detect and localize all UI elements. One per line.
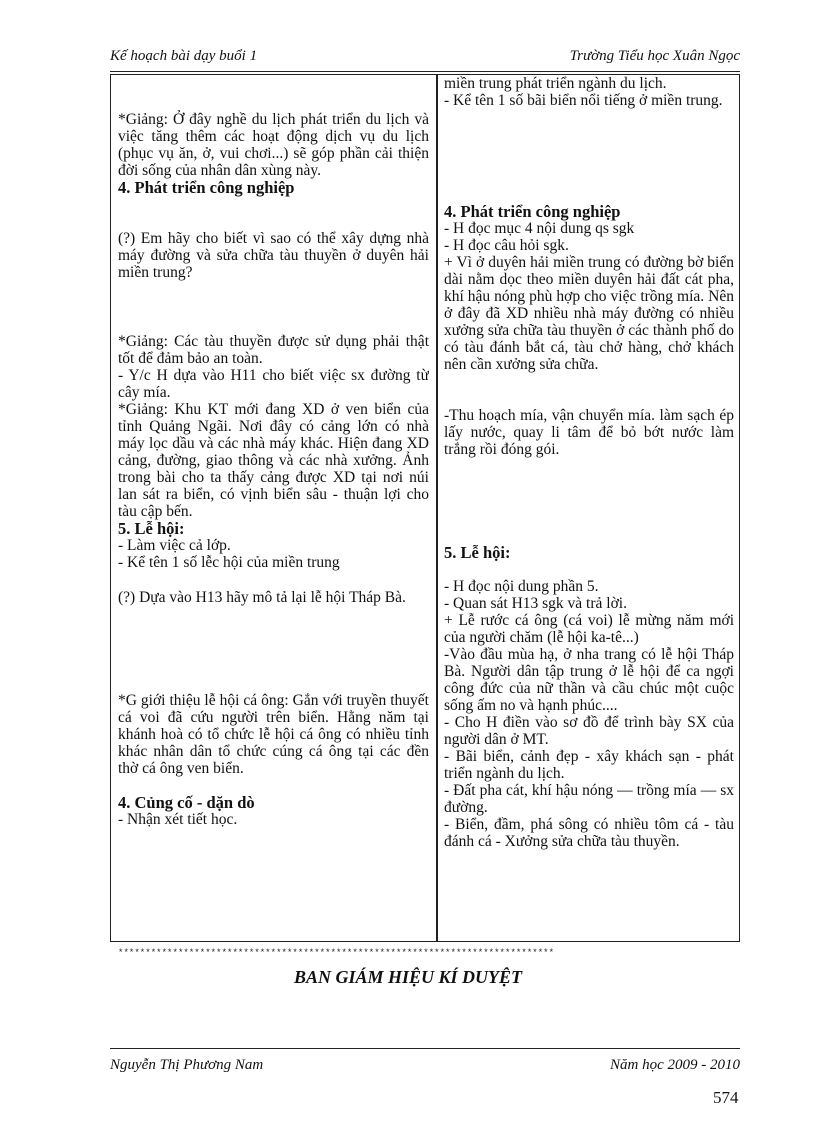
paragraph: - Biển, đầm, phá sông có nhiều tôm cá - tàu đánh cá - Xưởng sửa chữa tàu thuyền. [444,816,734,850]
student-activities-column [444,75,734,941]
section-heading: 5. Lễ hội: [118,519,185,538]
paragraph: -Thu hoạch mía, vận chuyển mía. làm sạch ép lấy nước, quay li tâm để bỏ bớt nước làm trắng rồi đóng gói. [444,407,734,458]
paragraph: - Kể tên 1 số lễc hội của miền trung [118,554,340,571]
paragraph: - H đọc nội dung phần 5. [444,578,599,595]
paragraph: -Vào đầu mùa hạ, ở nha trang có lễ hội Tháp Bà. Người dân tập trung ở lễ hội để ca ngợi công đức của nữ thần và cầu chúc một cuộc sống ấm no và hạnh phúc.... [444,646,734,714]
paragraph: - Y/c H dựa vào H11 cho biết việc sx đường từ cây mía. [118,367,429,401]
paragraph: - H đọc mục 4 nội dung qs sgk [444,220,635,237]
paragraph: *G giới thiệu lễ hội cá ông: Gắn với truyền thuyết cá voi đã cứu người trên biển. Hằng năm tại khánh hoà có tổ chức lễ hội cá ông có nhiều tỉnh khác nhân dân tổ chức cúng cá ông tại các đền thờ cá ông ven biển. [118,692,429,777]
separator-line: ******************************************************************************** [118,948,555,958]
paragraph: *Giảng: Khu KT mới đang XD ở ven biển của tỉnh Quảng Ngãi. Nơi đây có cảng lớn có nhà máy lọc dầu và các nhà máy khác. Hiện đang XD cảng, đường, giao thông và các nhà xưởng. Ảnh trong bài cho ta thấy cảng được XD tại nơi núi lan sát ra biển, có vịnh biển sâu - thuận lợi cho tàu cập bến. [118,401,429,520]
lesson-table [110,74,740,942]
paragraph: miền trung phát triển ngành du lịch. [444,75,667,92]
paragraph: - Nhận xét tiết học. [118,811,238,828]
footer-school-year: Năm học 2009 - 2010 [610,1057,740,1073]
header-lesson-plan: Kế hoạch bài dạy buổi 1 [110,48,258,64]
page-footer [110,1048,740,1079]
paragraph: + Vì ở duyên hải miền trung có đường bờ biển dài nằm dọc theo miền duyên hải đất cát pha, khí hậu nóng phù hợp cho việc trồng mía. Nên ở đây đã XD nhiều nhà máy đường có nhiều xưởng sửa chữa tàu thuyền ở các thành phố do có tàu đánh bắt cá, tàu chở hàng, chở khách nên cần xưởng sửa chữa. [444,254,734,373]
paragraph: - Quan sát H13 sgk và trả lời. [444,595,627,612]
section-heading: 4. Phát triển công nghiệp [118,178,295,197]
section-heading: 4. Củng cố - dặn dò [118,793,255,812]
section-heading: 5. Lễ hội: [444,543,511,562]
paragraph: *Giảng: Ở đây nghề du lịch phát triển du lịch và việc tăng thêm các hoạt động dịch vụ du lịch (phục vụ ăn, ở, vui chơi...) sẽ góp phần cải thiện đời sống của nhân dân xùng này. [118,111,429,179]
page-header [110,47,740,72]
paragraph: - Làm việc cả lớp. [118,537,231,554]
paragraph: - Đất pha cát, khí hậu nóng — trồng mía — sx đường. [444,782,734,816]
section-heading: 4. Phát triển công nghiệp [444,202,621,221]
approval-title: BAN GIÁM HIỆU KÍ DUYỆT [293,967,523,987]
teacher-activities-column [118,75,429,941]
paragraph: - H đọc câu hỏi sgk. [444,237,569,254]
paragraph: (?) Em hãy cho biết vì sao có thể xây dựng nhà máy đường và sửa chữa tàu thuyền ở duyên hải miền trung? [118,230,429,281]
paragraph: *Giảng: Các tàu thuyền được sử dụng phải thật tốt để đảm bảo an toàn. [118,333,429,367]
footer-author: Nguyễn Thị Phương Nam [110,1057,264,1073]
page-number: 574 [713,1088,739,1107]
paragraph: + Lễ rước cá ông (cá voi) lễ mừng năm mới của người chăm (lễ hội ka-tê...) [444,612,734,646]
paragraph: - Bãi biển, cảnh đẹp - xây khách sạn - phát triển ngành du lịch. [444,748,734,782]
column-divider [436,75,438,941]
paragraph: - Kể tên 1 số bãi biển nổi tiếng ở miền trung. [444,92,723,109]
paragraph: (?) Dựa vào H13 hãy mô tả lại lễ hội Tháp Bà. [118,589,406,606]
paragraph: - Cho H điền vào sơ đồ để trình bày SX của người dân ở MT. [444,714,734,748]
header-school: Trường Tiểu học Xuân Ngọc [569,48,740,64]
